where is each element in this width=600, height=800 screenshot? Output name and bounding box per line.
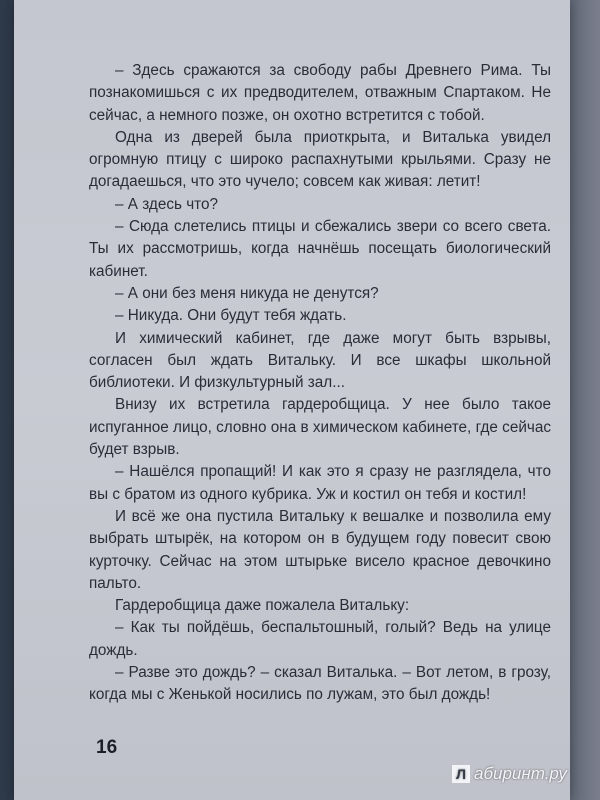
labirint-logo-icon: Л: [452, 765, 470, 783]
watermark-text: абиринт.ру: [474, 764, 567, 783]
paragraph: Внизу их встретила гардеробщица. У нее было такое испуганное лицо, словно она в химическом кабинете, где сейчас будет взрыв.: [89, 396, 551, 459]
paragraph: – Разве это дождь? – сказал Виталька. – Вот летом, в грозу, когда мы с Женькой носились по лужам, это был дождь!: [89, 664, 551, 704]
paragraph: – Никуда. Они будут тебя ждать.: [115, 307, 347, 325]
paragraph: И химический кабинет, где даже могут быть взрывы, согласен был ждать Витальку. И все шкафы школьной библиотеки. И физкультурный зал...: [89, 329, 551, 392]
book-page: [14, 0, 570, 800]
paragraph: Одна из дверей была приоткрыта, и Виталька увидел огромную птицу с широко распахнутыми крыльями. Сразу не догадаешься, что это чучело; совсем как живая: летит!: [89, 128, 551, 191]
page-number: 16: [96, 737, 118, 758]
paragraph: И всё же она пустила Витальку к вешалке и позволила ему выбрать штырёк, на котором он в будущем году повесит свою курточку. Сейчас на этом штырьке висело красное девочкино пальто.: [89, 507, 551, 592]
paragraph: – А здесь что?: [115, 195, 219, 213]
paragraph: – Нашёлся пропащий! И как это я сразу не разглядела, что вы с братом из одного кубрика. Уж и костил он тебя и костил!: [89, 463, 551, 503]
paragraph: – Сюда слетелись птицы и сбежались звери со всего света. Ты их рассмотришь, когда начнёшь посещать биологический кабинет.: [89, 218, 551, 280]
labirint-watermark: [452, 764, 567, 784]
paragraph: Гардеробщица даже пожалела Витальку:: [115, 597, 410, 615]
paragraph: – Как ты пойдёшь, беспальтошный, голый? Ведь на улице дождь.: [89, 619, 551, 659]
paragraph: – Здесь сражаются за свободу рабы Древнего Рима. Ты познакомишься с их предводителем, отважным Спартаком. Не сейчас, а немного позже, он охотно встретится с тобой.: [89, 62, 551, 124]
paragraph: – А они без меня никуда не денутся?: [115, 284, 379, 302]
page-text: [89, 60, 551, 707]
